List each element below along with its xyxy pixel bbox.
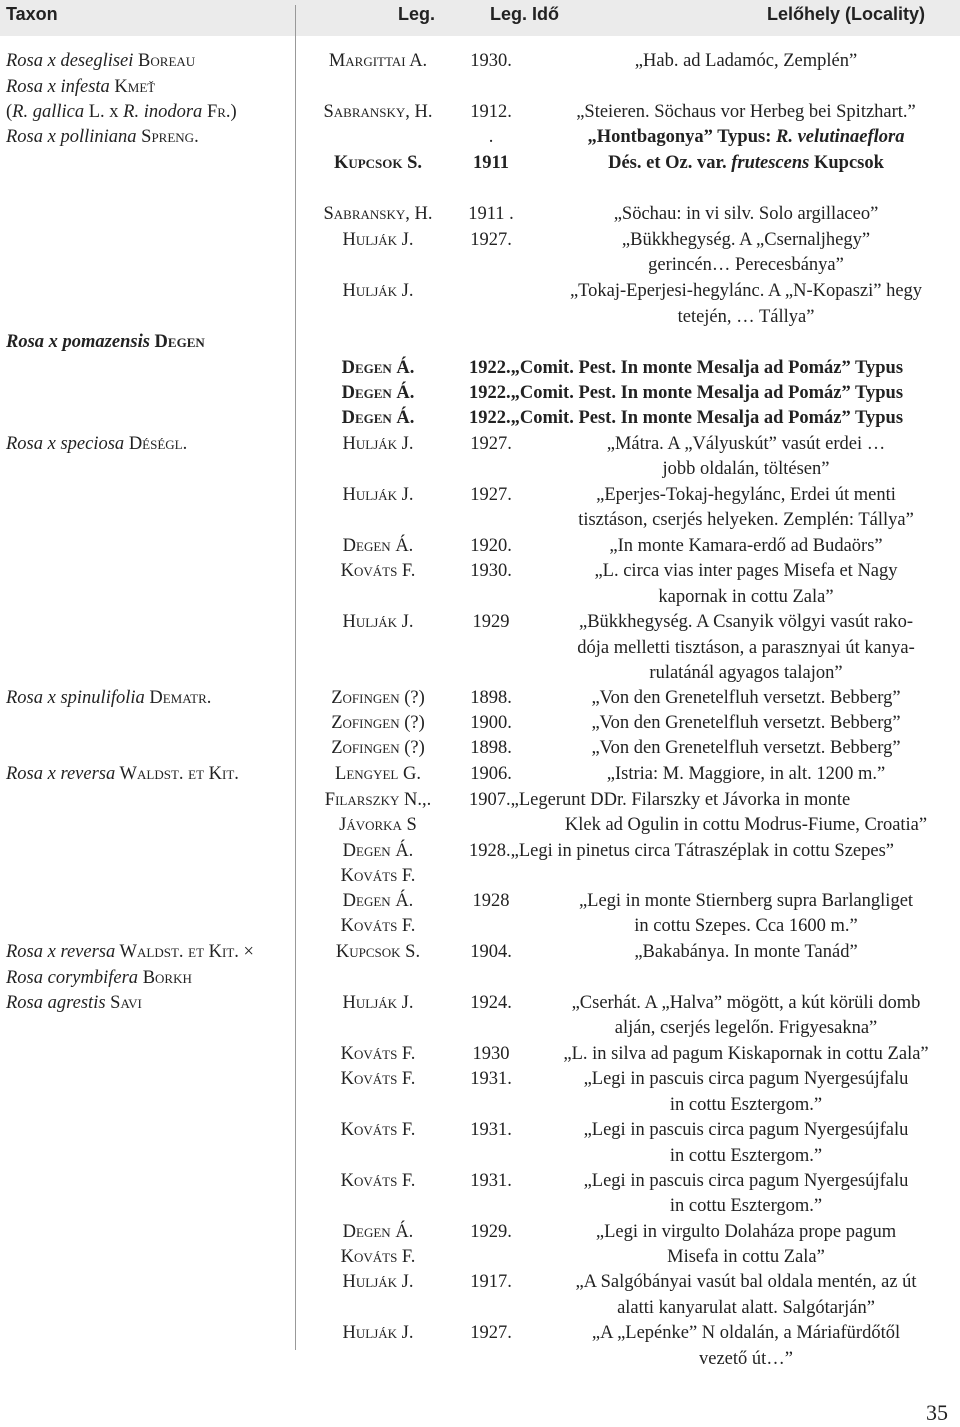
locality-text: „Bakabánya. In monte Tanád” xyxy=(634,942,858,962)
collection-year: 1931. xyxy=(470,1120,512,1140)
header-taxon: Taxon xyxy=(6,4,58,24)
collection-year: 1898. xyxy=(470,688,512,708)
collector-name: Sabransky, H. xyxy=(323,204,433,224)
collector-name: Lengyel G. xyxy=(335,764,421,784)
collection-year: 1900. xyxy=(470,713,512,733)
locality-text: rulatánál agyagos talajon” xyxy=(649,663,843,683)
collector-name: Degen Á. xyxy=(342,891,414,911)
locality-text: tisztáson, cserjés helyeken. Zemplén: Tállya” xyxy=(578,510,914,530)
header-leg: Leg. xyxy=(398,4,436,24)
locality-text: in cottu Szepes. Cca 1600 m.” xyxy=(634,916,858,936)
collector-name: Hulják J. xyxy=(342,993,414,1013)
locality-text: Misefa in cottu Zala” xyxy=(667,1247,825,1267)
taxon-name: Rosa x reversa Waldst. et Kit. xyxy=(6,764,239,784)
collector-name: Kováts F. xyxy=(340,916,416,936)
collection-year: 1911 xyxy=(473,153,509,173)
locality-text: „Steieren. Söchaus vor Herbeg bei Spitzhart.” xyxy=(576,102,916,122)
collection-year: 1931. xyxy=(470,1069,512,1089)
collection-year: 1929. xyxy=(470,1222,512,1242)
taxon-name: Rosa x polliniana Spreng. xyxy=(6,127,199,147)
collector-name: Zofingen (?) xyxy=(331,688,425,708)
locality-text: tetején, … Tállya” xyxy=(677,307,815,327)
taxon-name: Rosa x pomazensis Degen xyxy=(6,332,205,352)
year-locality-text: 1922.„Comit. Pest. In monte Mesalja ad Pomáz” Typus xyxy=(469,358,904,378)
locality-text: „A Salgóbányai vasút bal oldala mentén, az út xyxy=(575,1272,917,1292)
collector-name: Kováts F. xyxy=(340,1069,416,1089)
taxon-name: Rosa agrestis Savi xyxy=(6,993,142,1013)
collector-name: Hulják J. xyxy=(342,281,414,301)
locality-text: „Legi in pascuis circa pagum Nyergesújfalu xyxy=(583,1120,909,1140)
locality-text: Dés. et Oz. var. frutescens Kupcsok xyxy=(608,153,884,173)
collector-name: Kováts F. xyxy=(340,1171,416,1191)
taxon-name: Rosa x spinulifolia Dematr. xyxy=(6,688,212,708)
collection-year: 1927. xyxy=(470,434,512,454)
collector-name: Hulják J. xyxy=(342,1323,414,1343)
locality-text: „Hontbagonya” Typus: R. velutinaeflora xyxy=(587,127,905,147)
locality-text: „Von den Grenetelfluh versetzt. Bebberg” xyxy=(591,738,901,758)
collector-name: Hulják J. xyxy=(342,1272,414,1292)
collection-year: 1927. xyxy=(470,1323,512,1343)
collector-name: Zofingen (?) xyxy=(331,738,425,758)
locality-text: „Bükkhegység. A Csanyik völgyi vasút rako- xyxy=(579,612,913,632)
locality-text: „Hab. ad Ladamóc, Zemplén” xyxy=(634,51,858,71)
collection-year: 1930 xyxy=(472,1044,510,1064)
collection-year: 1929 xyxy=(472,612,510,632)
locality-text: gerincén… Perecesbánya” xyxy=(648,255,844,275)
collection-year: 1920. xyxy=(470,536,512,556)
locality-text: vezető út…” xyxy=(699,1349,793,1369)
locality-text: „Eperjes-Tokaj-hegylánc, Erdei út menti xyxy=(596,485,896,505)
locality-text: „Tokaj-Eperjesi-hegylánc. A „N-Kopaszi” hegy xyxy=(569,281,923,301)
locality-text: in cottu Esztergom.” xyxy=(669,1196,823,1216)
locality-text: „A „Lepénke” N oldalán, a Máriafürdőtől xyxy=(591,1323,901,1343)
collection-year: 1930. xyxy=(470,561,512,581)
collector-name: Kováts F. xyxy=(340,1044,416,1064)
header-leg-ido: Leg. Idő xyxy=(490,4,559,24)
taxon-parentage: (R. gallica L. x R. inodora Fr.) xyxy=(6,102,237,122)
collector-name: Hulják J. xyxy=(342,434,414,454)
collection-year: 1911 . xyxy=(468,204,514,224)
locality-text: „Söchau: in vi silv. Solo argillaceo” xyxy=(613,204,879,224)
collector-name: Hulják J. xyxy=(342,485,414,505)
locality-text: „Cserhát. A „Halva” mögött, a kút körüli domb xyxy=(571,993,921,1013)
collection-year: 1906. xyxy=(470,764,512,784)
collector-name: Kupcsok S. xyxy=(333,153,423,173)
locality-text: in cottu Esztergom.” xyxy=(669,1095,823,1115)
locality-text: alatti kanyarulat alatt. Salgótarján” xyxy=(617,1298,875,1318)
collection-year: 1931. xyxy=(470,1171,512,1191)
collector-name: Kováts F. xyxy=(340,1120,416,1140)
locality-text: „L. in silva ad pagum Kiskapornak in cottu Zala” xyxy=(563,1044,929,1064)
collector-name: Kováts F. xyxy=(340,561,416,581)
collector-name: Kováts F. xyxy=(340,1247,416,1267)
collection-year: 1912. xyxy=(470,102,512,122)
collection-year: 1924. xyxy=(470,993,512,1013)
collector-name: Jávorka S xyxy=(339,815,417,835)
locality-text: in cottu Esztergom.” xyxy=(669,1146,823,1166)
collector-name: Sabransky, H. xyxy=(323,102,433,122)
collector-name: Hulják J. xyxy=(342,612,414,632)
collection-year: 1930. xyxy=(470,51,512,71)
taxon-name: Rosa x speciosa Déségl. xyxy=(6,434,188,454)
locality-text: jobb oldalán, töltésen” xyxy=(662,459,830,479)
collector-name: Degen Á. xyxy=(342,536,414,556)
collection-year: . xyxy=(488,127,494,147)
collection-year: 1898. xyxy=(470,738,512,758)
collector-name: Degen Á. xyxy=(342,1222,414,1242)
collector-name: Degen Á. xyxy=(341,383,415,403)
locality-text: alján, cserjés legelőn. Frigyesakna” xyxy=(614,1018,878,1038)
locality-text: „Von den Grenetelfluh versetzt. Bebberg” xyxy=(591,713,901,733)
taxon-name: Rosa x infesta Kmeť xyxy=(6,77,156,97)
collector-name: Degen Á. xyxy=(341,358,415,378)
collection-year: 1927. xyxy=(470,485,512,505)
collector-name: Filarszky N.,. xyxy=(324,790,432,810)
locality-text: Klek ad Ogulin in cottu Modrus-Fiume, Croatia” xyxy=(564,815,928,835)
collection-year: 1904. xyxy=(470,942,512,962)
collector-name: Degen Á. xyxy=(341,408,415,428)
locality-text: „Bükkhegység. A „Csernaljhegy” xyxy=(621,230,871,250)
taxon-name: Rosa x deseglisei Boreau xyxy=(6,51,196,71)
collection-year: 1927. xyxy=(470,230,512,250)
year-locality-text: 1907.„Legerunt DDr. Filarszky et Jávorka in monte xyxy=(469,790,851,810)
locality-text: „In monte Kamara-erdő ad Budaörs” xyxy=(609,536,883,556)
taxon-name: Rosa x reversa Waldst. et Kit. × xyxy=(6,942,254,962)
locality-text: dója melletti tisztáson, a parasznyai út kanya- xyxy=(577,638,915,658)
locality-text: „Istria: M. Maggiore, in alt. 1200 m.” xyxy=(606,764,886,784)
year-locality-text: 1922.„Comit. Pest. In monte Mesalja ad Pomáz” Typus xyxy=(469,383,904,403)
locality-text: „Legi in pascuis circa pagum Nyergesújfalu xyxy=(583,1171,909,1191)
locality-text: „L. circa vias inter pages Misefa et Nagy xyxy=(594,561,898,581)
locality-text: „Legi in pascuis circa pagum Nyergesújfalu xyxy=(583,1069,909,1089)
locality-text: „Legi in virgulto Dolaháza prope pagum xyxy=(595,1222,897,1242)
collector-name: Kováts F. xyxy=(340,866,416,886)
header-lelohely: Lelőhely (Locality) xyxy=(767,4,926,24)
collection-year: 1917. xyxy=(470,1272,512,1292)
locality-text: „Von den Grenetelfluh versetzt. Bebberg” xyxy=(591,688,901,708)
collector-name: Kupcsok S. xyxy=(335,942,421,962)
locality-text: „Legi in monte Stiernberg supra Barlangliget xyxy=(578,891,914,911)
taxon-name: Rosa corymbifera Borkh xyxy=(6,968,192,988)
collector-name: Degen Á. xyxy=(342,841,414,861)
collector-name: Zofingen (?) xyxy=(331,713,425,733)
collection-year: 1928 xyxy=(472,891,510,911)
collector-name: Margittai A. xyxy=(328,51,428,71)
year-locality-text: 1928.„Legi in pinetus circa Tátraszéplak in cottu Szepes” xyxy=(469,841,895,861)
page-number: 35 xyxy=(926,1400,948,1425)
locality-text: kapornak in cottu Zala” xyxy=(658,587,834,607)
collector-name: Hulják J. xyxy=(342,230,414,250)
locality-text: „Mátra. A „Vályuskút” vasút erdei … xyxy=(606,434,886,454)
year-locality-text: 1922.„Comit. Pest. In monte Mesalja ad Pomáz” Typus xyxy=(469,408,904,428)
